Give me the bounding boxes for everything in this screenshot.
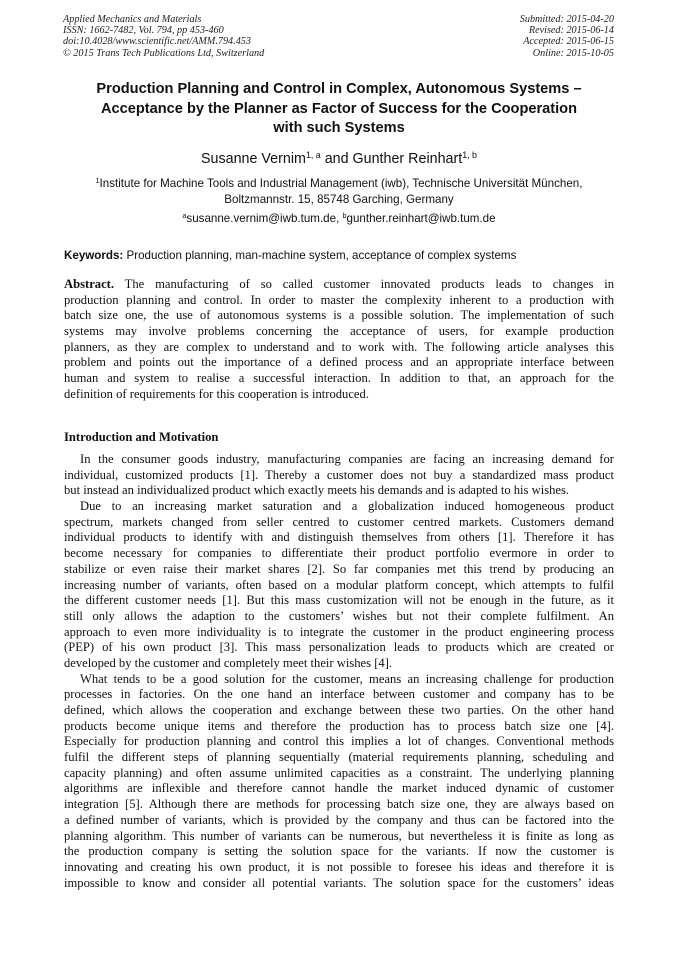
title-line: with such Systems [273, 120, 405, 137]
section-body [64, 452, 614, 891]
body-line: approach to even more individuality is to integrate the customer in the product engineering process [64, 624, 614, 639]
abstract-line: production planning and control. In order to master the complexity inherent to a production with [64, 292, 614, 307]
copyright-line: © 2015 Trans Tech Publications Ltd, Switzerland [63, 47, 265, 59]
accepted-date: Accepted: 2015-06-15 [523, 36, 614, 48]
email-address: gunther.reinhart@iwb.tum.de [346, 212, 496, 225]
author-name: Gunther Reinhart [352, 151, 463, 167]
body-line: become necessary for companies to differentiate their product portfolio evermore in order to [64, 546, 614, 561]
body-line: defined, which allows the cooperation and exchange between these two parties. On the other hand [64, 703, 614, 717]
author-list [0, 150, 678, 168]
author-name: Susanne Vernim [201, 151, 306, 167]
journal-info [63, 14, 264, 59]
body-line: algorithms are inflexible and therefore cannot handle the market induced dynamic of customer [64, 781, 614, 796]
body-line: individual products to identify with and distinguish themselves from others [1]. Therefore it has [64, 530, 614, 545]
abstract-label: Abstract. [64, 277, 115, 291]
body-line: Due to an increasing market saturation and a globalization induced homogeneous product [80, 499, 614, 514]
body-line: processes in factories. On the one hand an interface between customer and company has to be [64, 687, 614, 702]
author-affiliation-mark: 1, a [305, 150, 321, 161]
body-line: What tends to be a good solution for the customer, means an increasing challenge for production [80, 671, 614, 686]
abstract-line: definition of requirements for this cooperation is introduced. [64, 386, 369, 401]
body-line: Especially for production planning and control this implies a lot of changes. Conventional methods [64, 734, 614, 749]
abstract-line: problem and points out the importance of a defined process and an appropriate interface between [64, 355, 614, 370]
body-line: individual, customized products [1]. Thereby a customer does not buy a standardized mass product [64, 467, 614, 482]
abstract-line: batch size one, the use of autonomous systems is a possible solution. The implementation of such [64, 308, 614, 323]
body-line: fulfil the different steps of planning sequentially (material requirements planning, scheduling and [64, 750, 614, 765]
abstract-line: planners, as they are complex to understand and to work with. The following article analyses this [64, 339, 614, 354]
abstract-line: human and system to realise a successful interaction. In addition to that, an approach for the [64, 371, 614, 386]
abstract-line: The manufacturing of so called customer innovated products leads to changes in [114, 277, 614, 291]
submitted-date: Submitted: 2015-04-20 [519, 14, 614, 25]
body-line: stabilize or even raise their market shares [2]. So far companies met this trend by producing an [64, 561, 614, 576]
body-line: the different customer needs [1]. But this mass customization will not be enough in the future, as it [64, 593, 614, 608]
body-line: products become unique items and therefore the production has to process batch size one [4]. [64, 718, 614, 733]
keywords-text: Production planning, man-machine system, acceptance of complex systems [123, 249, 517, 262]
body-line: the production company is setting the solution space for the variants. If now the customer is [64, 844, 614, 859]
affiliation-line: Boltzmannstr. 15, 85748 Garching, Germany [224, 193, 454, 206]
keywords [64, 248, 516, 264]
email-mark: a [182, 211, 187, 221]
body-line: (PEP) of his own product [3]. This mass personalization leads to products which are created or [64, 640, 614, 655]
abstract [64, 277, 614, 403]
body-line: still only allows the adaption to the customers’ wishes but not their complete fulfilment. An [64, 608, 614, 623]
body-line: capacity planning) and often assume unlimited capacities as a constraint. The underlying planning [64, 765, 614, 780]
email-address: susanne.vernim@iwb.tum.de, [186, 212, 343, 225]
email-mark: b [342, 211, 347, 221]
body-line: a defined number of variants, which is provided by the company and thus can be factored into the [64, 812, 614, 827]
body-line: planning algorithm. This number of variants can be numerous, but nevertheless it is finite as long as [64, 828, 614, 843]
author-affiliation-mark: 1, b [462, 150, 477, 161]
body-line: spectrum, markets changed from seller centred to customer centred markets. Customers demand [64, 514, 614, 529]
abstract-line: systems may involve problems concerning the acceptance of users, for example production [64, 324, 614, 339]
keywords-label: Keywords: [64, 249, 124, 262]
title-line: Production Planning and Control in Complex, Autonomous Systems – [96, 81, 582, 97]
affiliation [40, 176, 638, 208]
journal-name: Applied Mechanics and Materials [63, 14, 202, 25]
body-line: integration [5]. Although there are methods for processing batch size one, they are always based on [64, 797, 614, 812]
body-line: developed by the customer and completely meet their wishes [4]. [64, 655, 393, 670]
title-line: Acceptance by the Planner as Factor of Success for the Cooperation [100, 100, 578, 117]
paper-title [40, 80, 638, 139]
affiliation-mark: 1 [95, 176, 100, 186]
body-line: increasing number of variants, often based on a modular platform concept, which attempts to fulfil [64, 577, 614, 592]
revised-date: Revised: 2015-06-14 [528, 25, 614, 37]
section-heading: Introduction and Motivation [64, 430, 219, 444]
issn-line: ISSN: 1662-7482, Vol. 794, pp 453-460 [63, 25, 224, 37]
author-connector: and [320, 151, 353, 167]
body-line: innovating and creating his own product, it is not possible to foresee his ideas and therefore it is [64, 859, 614, 874]
doi-line: doi:10.4028/www.scientific.net/AMM.794.453 [63, 36, 251, 48]
author-emails [0, 211, 678, 227]
body-line: but instead an individualized product which exactly meets his demands and is adapted to his wishes. [64, 483, 570, 498]
affiliation-line: Institute for Machine Tools and Industrial Management (iwb), Technische Universität München, [99, 177, 583, 190]
body-line: In the consumer goods industry, manufacturing companies are facing an increasing demand for [80, 452, 614, 466]
publication-dates [520, 14, 614, 59]
online-date: Online: 2015-10-05 [532, 47, 614, 59]
body-line: impossible to know and consider all potential variants. The solution space for the customers’ ideas [64, 875, 614, 890]
